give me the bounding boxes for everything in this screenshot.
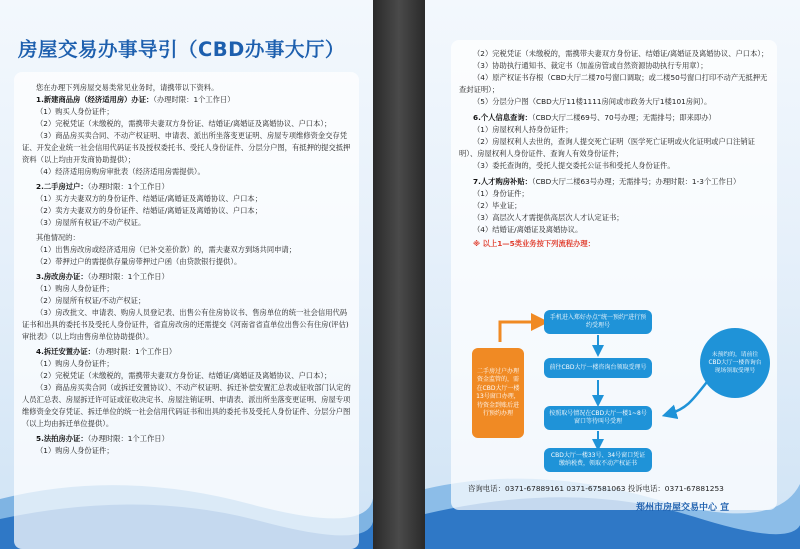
- orange-arrow: [500, 322, 540, 342]
- s4-item: （3）商品房买卖合同（或拆迁安置协议）、不动产权证明、拆迁补偿安置汇总表或征收部门认定的人员汇总表、房屋拆迁许可证或征收决定书、房屋注销证明、申请表、派出所坐落变更证明、房屋专项维修资金交存凭证、拆迁单位的统一社会信用代码证书和出具的委托书及受托人身份证件、分层分户图（以上均由拆迁单位提供）。: [22, 383, 351, 428]
- s5-item: （4）原产权证书存根（CBD大厅二楼70号窗口调取；或二楼50号窗口打印不动产无抵押无查封证明）；: [459, 73, 768, 94]
- s1-item: （1）购买人身份证件；: [36, 107, 114, 116]
- flow-step-2: 前往CBD大厅一楼咨询台领取受理号: [544, 358, 652, 378]
- s4-item: （2）完税凭证（未缴税的，需携带夫妻双方身份证、结婚证/离婚证及离婚协议、户口本）；: [36, 371, 332, 380]
- section-7-title: 7.人才购房补贴：: [473, 177, 532, 186]
- s2-other-item: （2）带押过户的需提供存量房带押过户函（由贷款银行提供）。: [36, 257, 242, 266]
- section-2-title: 2.二手房过户：: [36, 182, 88, 191]
- right-body: [459, 48, 771, 250]
- section-2-time: （办理时限：1个工作日）: [87, 182, 169, 191]
- s4-item: （1）购房人身份证件；: [36, 359, 114, 368]
- s7-item: （3）高层次人才需提供高层次人才认定证书；: [473, 213, 624, 222]
- intro-text: 您在办理下列房屋交易类常见业务时，请携带以下资料。: [36, 83, 219, 92]
- page-title: 房屋交易办事导引（CBD办事大厅）: [18, 38, 345, 61]
- s5-item: （5）分层分户图（CBD大厅11楼1111房间或市政务大厅1楼101房间）。: [473, 97, 712, 106]
- s1-item: （2）完税凭证（未缴税的，需携带夫妻双方身份证、结婚证/离婚证及离婚协议、户口本）；: [36, 119, 332, 128]
- s2-other-item: （1）出售房改房或经济适用房（已补交差价款）的，需夫妻双方到场共同申请；: [36, 245, 297, 254]
- s6-item: （2）房屋权利人去世的，查询人提交死亡证明（医学死亡证明或火化证明或户口注销证明）、房屋权利人身份证件、查询人有效身份证件；: [459, 137, 755, 158]
- s2-item: （3）房屋所有权证/不动产权证。: [36, 218, 146, 227]
- s3-item: （1）购房人身份证件；: [36, 284, 114, 293]
- s6-item: （3）委托查询的，受托人提交委托公证书和受托人身份证件。: [473, 161, 675, 170]
- section-6-text: （CBD大厅二楼69号、70号办理；无需排号；即来即办）: [531, 113, 716, 122]
- flow-supervision-box: 二手房过户办理资金监管的，需在CBD大厅一楼13号窗口办理，待资金到账后进行预约办理: [472, 348, 524, 438]
- process-note: ※ 以上1—5类业务按下列流程办理：: [473, 239, 595, 248]
- s2-item: （2）卖方夫妻双方的身份证件、结婚证/离婚证及离婚协议、户口本；: [36, 206, 263, 215]
- center-name: 郑州市房屋交易中心 宣: [636, 503, 730, 513]
- s1-item: （3）商品房买卖合同、不动产权证明、申请表、派出所坐落变更证明、房屋专项维修资金交存凭证、开发企业统一社会信用代码证书及授权委托书、受托人身份证件、分层分户图，有抵押的提交抵押资料（以上均由开发商协助提供）；: [22, 131, 351, 164]
- section-5-time: （办理时限：1个工作日）: [87, 434, 169, 443]
- process-flowchart: [464, 308, 784, 483]
- flow-step-1: 手机进入郑好办点“统一预约”进行预约受理号: [544, 310, 652, 334]
- s7-item: （4）结婚证/离婚证及离婚协议。: [473, 225, 583, 234]
- section-1-title: 1.新建商品房（经济适用房）办证：: [36, 95, 154, 104]
- s2-other-label: 其他情况的：: [36, 233, 80, 242]
- flow-step-4: CBD大厅一楼33号、34号窗口凭证缴纳税费，领取不动产权证书: [544, 448, 652, 472]
- flow-step-3: 按照取号情况在CBD大厅一楼1~8号窗口等待叫号受理: [544, 406, 652, 430]
- page-fold: [373, 0, 425, 549]
- left-page: [0, 0, 373, 549]
- s5-item: （1）购房人身份证件；: [36, 446, 114, 455]
- left-body: [22, 82, 352, 457]
- section-4-time: （办理时限：1个工作日）: [94, 347, 177, 356]
- s2-item: （1）买方夫妻双方的身份证件、结婚证/离婚证及离婚协议、户口本；: [36, 194, 263, 203]
- s6-item: （1）房屋权利人持身份证件；: [473, 125, 573, 134]
- s7-item: （1）身份证件；: [473, 189, 529, 198]
- s1-item: （4）经济适用房购房审批表（经济适用房需提供）。: [36, 167, 205, 176]
- section-6-title: 6.个人信息查询：: [473, 113, 532, 122]
- s3-item: （2）房屋所有权证/不动产权证；: [36, 296, 146, 305]
- contact-phones: 咨询电话：0371-67889161 0371-67581063 投诉电话：0371-67881253: [468, 484, 724, 493]
- section-4-title: 4.拆迁安置办证：: [36, 347, 95, 356]
- s5-item: （2）完税凭证（未缴税的，需携带夫妻双方身份证、结婚证/离婚证及离婚协议、户口本）；: [473, 49, 769, 58]
- section-7-text: （CBD大厅二楼63号办理；无需排号；办理时限：1-3个工作日）: [531, 177, 741, 186]
- section-3-title: 3.房改房办证：: [36, 272, 88, 281]
- s7-item: （2）毕业证；: [473, 201, 522, 210]
- s5-item: （3）协助执行通知书、裁定书（加盖房管或自然资源协助执行专用章）；: [473, 61, 708, 70]
- section-3-time: （办理时限：1个工作日）: [87, 272, 169, 281]
- s3-item: （3）房改批文、申请表、购房人员登记表、出售公有住房协议书、售房单位的统一社会信用代码证书和出具的委托书及受托人身份证件，省直房改房的还需提交《河南省省直单位出售公有住房(评估)审批表》（以上均由售房单位协助提供）。: [22, 308, 349, 341]
- section-5-title: 5.法拍房办证：: [36, 434, 88, 443]
- flow-no-appointment-circle: 未预约的，请前往CBD大厅一楼咨询台现场领取受理号: [700, 328, 770, 398]
- section-1-time: （办理时限：1个工作日）: [153, 95, 235, 104]
